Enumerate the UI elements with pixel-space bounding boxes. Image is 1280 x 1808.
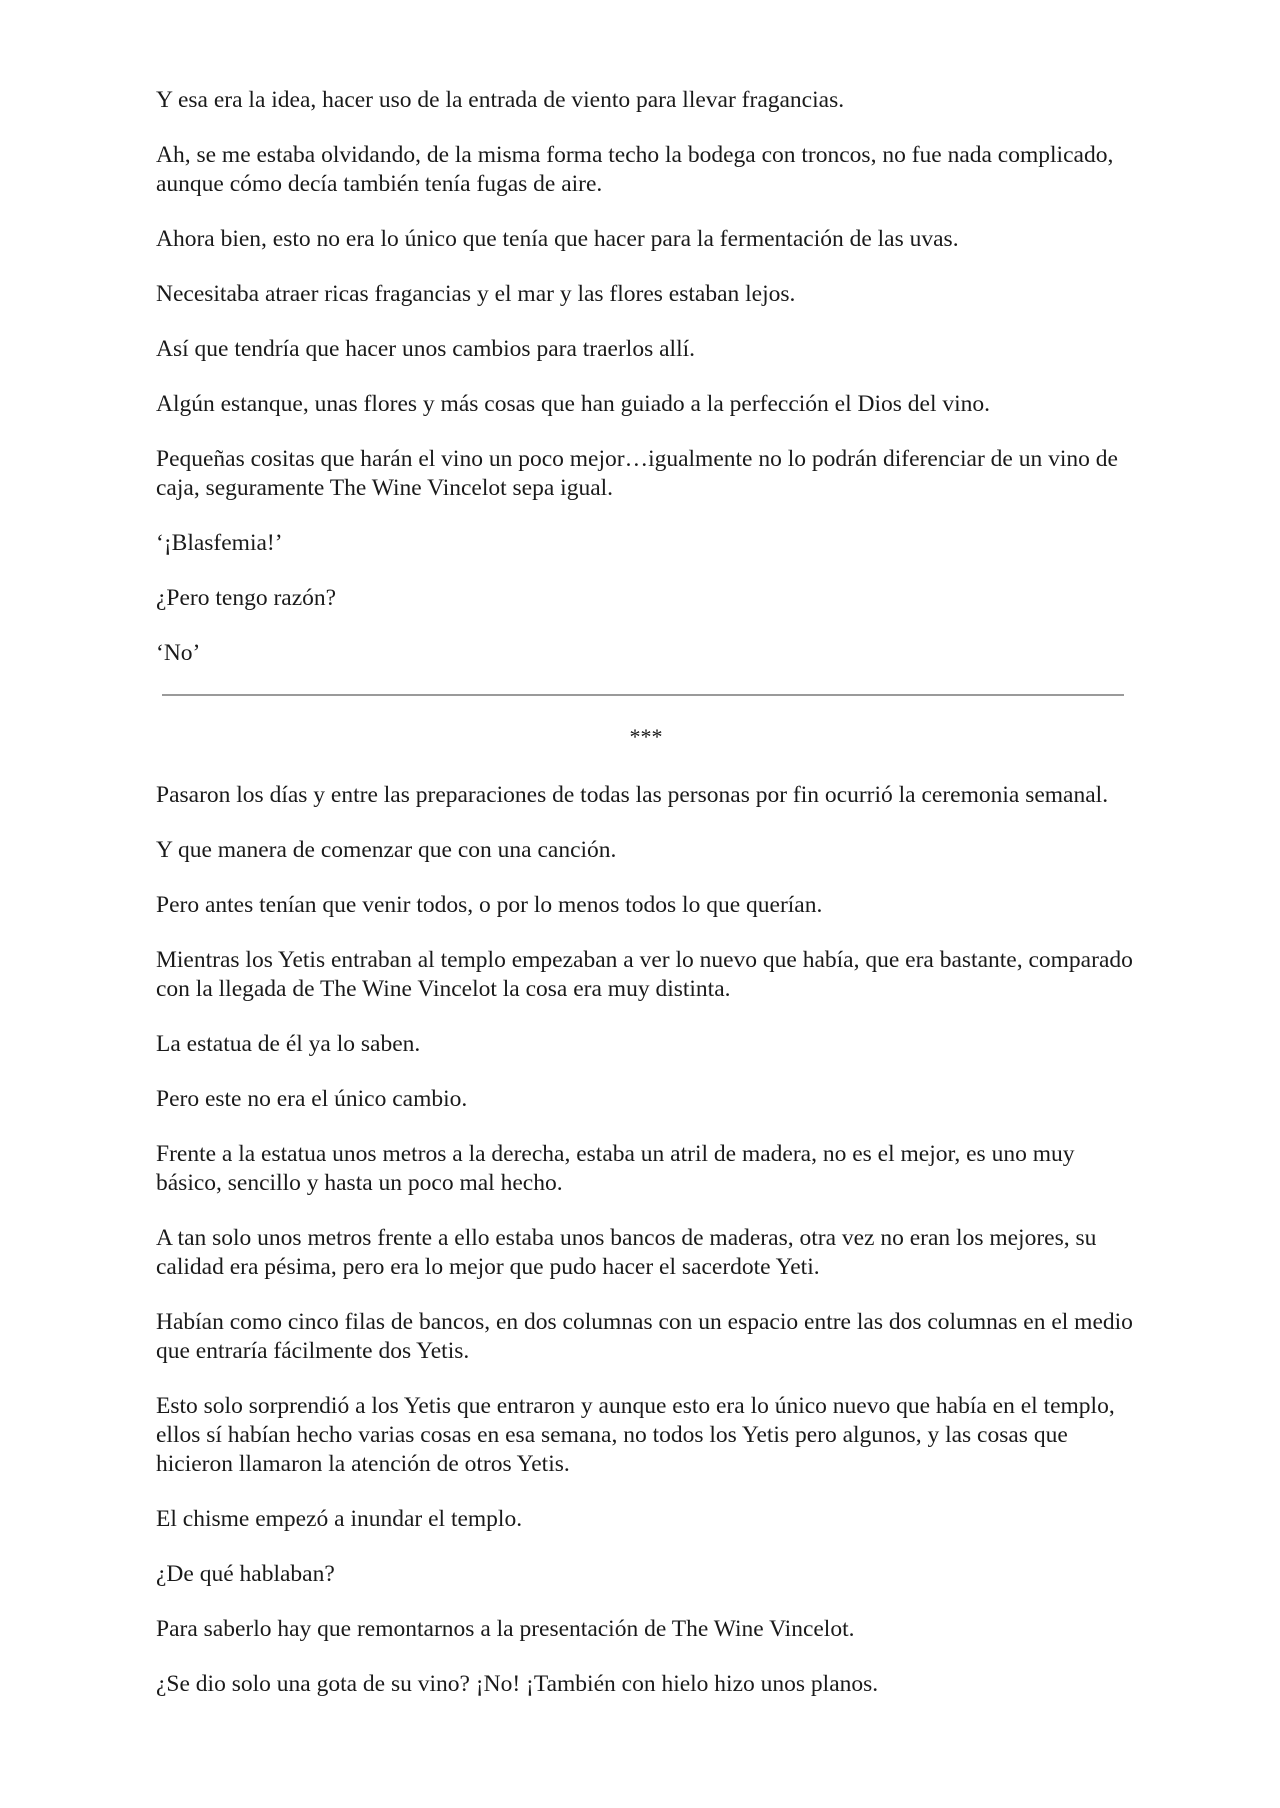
paragraph: ¿De qué hablaban? bbox=[156, 1561, 335, 1587]
paragraph: Ahora bien, esto no era lo único que tenía que hacer para la fermentación de las uvas. bbox=[156, 226, 959, 252]
paragraph: ‘¡Blasfemia!’ bbox=[156, 530, 283, 556]
scene-separator: *** bbox=[629, 724, 663, 749]
paragraph: Pero antes tenían que venir todos, o por lo menos todos lo que querían. bbox=[156, 892, 823, 918]
paragraph: Para saberlo hay que remontarnos a la presentación de The Wine Vincelot. bbox=[156, 1616, 855, 1642]
paragraph: Ah, se me estaba olvidando, de la misma forma techo la bodega con troncos, no fue nada complicado, aunque cómo decía también tenía fugas de aire. bbox=[156, 142, 1114, 197]
paragraph: A tan solo unos metros frente a ello estaba unos bancos de maderas, otra vez no eran los mejores, su calidad era pésima, pero era lo mejor que pudo hacer el sacerdote Yeti. bbox=[156, 1225, 1097, 1280]
paragraph: Mientras los Yetis entraban al templo empezaban a ver lo nuevo que había, que era bastante, comparado con la llegada de The Wine Vincelot la cosa era muy distinta. bbox=[156, 947, 1133, 1002]
paragraph: ¿Se dio solo una gota de su vino? ¡No! ¡También con hielo hizo unos planos. bbox=[156, 1671, 879, 1697]
paragraph: La estatua de él ya lo saben. bbox=[156, 1031, 421, 1057]
horizontal-rule bbox=[162, 694, 1124, 696]
paragraph: Pequeñas cositas que harán el vino un poco mejor…igualmente no lo podrán diferenciar de un vino de caja, seguramente The Wine Vincelot sepa igual. bbox=[156, 446, 1118, 501]
paragraph: Pero este no era el único cambio. bbox=[156, 1086, 468, 1112]
paragraph: Pasaron los días y entre las preparaciones de todas las personas por fin ocurrió la ceremonia semanal. bbox=[156, 782, 1109, 808]
document-page bbox=[156, 86, 1136, 1725]
paragraph: ‘No’ bbox=[156, 640, 201, 666]
paragraph: Habían como cinco filas de bancos, en dos columnas con un espacio entre las dos columnas en el medio que entraría fácilmente dos Yetis. bbox=[156, 1309, 1133, 1364]
paragraph: Necesitaba atraer ricas fragancias y el mar y las flores estaban lejos. bbox=[156, 281, 796, 307]
paragraph: El chisme empezó a inundar el templo. bbox=[156, 1506, 523, 1532]
paragraph: ¿Pero tengo razón? bbox=[156, 585, 337, 611]
paragraph: Esto solo sorprendió a los Yetis que entraron y aunque esto era lo único nuevo que había en el templo, ellos sí habían hecho varias cosas en esa semana, no todos los Yetis pero algunos, y las cosas que hicieron llamaron la atención de otros Yetis. bbox=[156, 1393, 1115, 1477]
paragraph: Y que manera de comenzar que con una canción. bbox=[156, 837, 617, 863]
paragraph: Frente a la estatua unos metros a la derecha, estaba un atril de madera, no es el mejor, es uno muy básico, sencillo y hasta un poco mal hecho. bbox=[156, 1141, 1075, 1196]
paragraph: Algún estanque, unas flores y más cosas que han guiado a la perfección el Dios del vino. bbox=[156, 391, 991, 417]
paragraph: Así que tendría que hacer unos cambios para traerlos allí. bbox=[156, 336, 695, 362]
paragraph: Y esa era la idea, hacer uso de la entrada de viento para llevar fragancias. bbox=[156, 87, 845, 113]
